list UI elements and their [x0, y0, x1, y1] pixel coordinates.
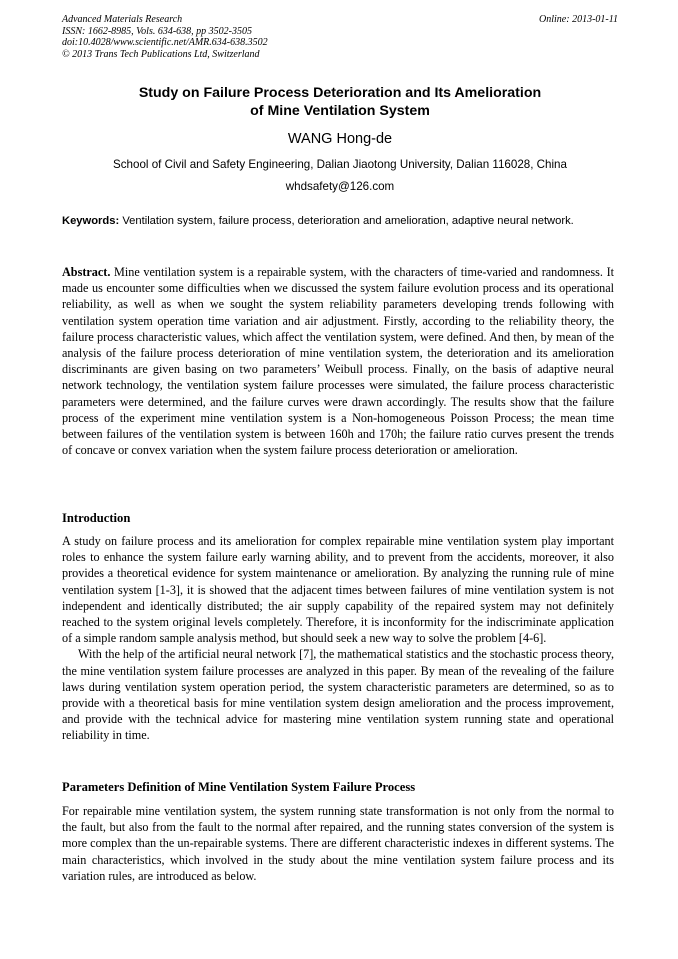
- introduction-heading: Introduction: [62, 511, 131, 525]
- author-affiliation: School of Civil and Safety Engineering, Dalian Jiaotong University, Dalian 116028, China: [113, 158, 567, 171]
- abstract-block: [62, 264, 614, 458]
- author-email: whdsafety@126.com: [285, 180, 395, 193]
- introduction-paragraph-1: A study on failure process and its amelioration for complex repairable mine ventilation system play important roles to enhance the system failure early warning ability, and to prevent from the accidents, moreover, it also provides a theoretical evidence for system maintenance or amelioration. By analyzing the running rule of mine ventilation system [1-3], it is showed that the adjacent times between failures of mine ventilation system is not independent and identically distributed; the air supply capability of the repaired system may not definitely reached to the system original levels completely. Therefore, it is inconformity for the indiscriminate application of a simple random sample analysis method, but should seek a new way to solve the problem [4-6].: [62, 534, 614, 646]
- abstract-label: Abstract.: [62, 265, 111, 279]
- journal-name: Advanced Materials Research: [62, 14, 183, 25]
- abstract-text: Mine ventilation system is a repairable system, with the characters of time-varied and randomness. It made us encounter some difficulties when we discussed the system failure evolution process and its operational reliability, as well as when we sought the system reliability parameters developing trends following with ventilation system operation time variation and air adjustment. Firstly, according to the reliability theory, the failure process characteristic values, which affect the ventilation system, were defined. And then, by mean of the analysis of the failure process deterioration of mine ventilation system, the deterioration and its amelioration discriminants are given basing on two parameters’ Weibull process. Finally, on the basis of adaptive neural network technology, the ventilation system failure processes were simulated, the failure process characteristic parameters were determined, and the failure curves were drawn accordingly. The results show that the failure process of the experiment mine ventilation system is a Non-homogeneous Poisson Process; the mean time between failures of the ventilation system is between 160h and 170h; the failure ratio curves present the trends of concave or convex variation when the system failure process deterioration or amelioration.: [62, 265, 615, 458]
- journal-header: [62, 14, 618, 60]
- introduction-body: [62, 533, 614, 744]
- keywords-block: [62, 214, 614, 229]
- online-date: Online: 2013-01-11: [539, 14, 618, 25]
- title-line-2: of Mine Ventilation System: [250, 103, 430, 119]
- parameters-body: [62, 803, 614, 884]
- author-name: WANG Hong-de: [287, 131, 393, 147]
- issn-line: ISSN: 1662-8985, Vols. 634-638, pp 3502-3505: [62, 25, 252, 37]
- keywords-label: Keywords:: [62, 215, 120, 227]
- copyright-line: © 2013 Trans Tech Publications Ltd, Switzerland: [62, 48, 260, 60]
- doi-line: doi:10.4028/www.scientific.net/AMR.634-638.3502: [62, 37, 268, 48]
- keywords-text: Ventilation system, failure process, deterioration and amelioration, adaptive neural network.: [122, 215, 574, 227]
- parameters-heading: Parameters Definition of Mine Ventilation System Failure Process: [62, 780, 416, 794]
- paper-title: [62, 84, 618, 120]
- introduction-paragraph-2: With the help of the artificial neural network [7], the mathematical statistics and the stochastic process theory, the mine ventilation system failure processes are analyzed in this paper. By mean of the revealing of the failure laws during ventilation system operation period, the system characteristic parameters are determined, so as to provide with a theoretical basis for mine ventilation system design amelioration and the process improvement, and provide with the technical advice for mastering mine ventilation system running state and operational reliability in time.: [62, 647, 614, 743]
- parameters-paragraph-1: For repairable mine ventilation system, the system running state transformation is not only from the normal to the fault, but also from the fault to the normal after repaired, and the running states conversion of the system is more complex than the un-repairable systems. There are different characteristic indexes in different systems. The main characteristics, which involved in the study about the mine ventilation system failure process and its variation rules, are introduced as below.: [62, 804, 614, 883]
- title-line-1: Study on Failure Process Deterioration and Its Amelioration: [138, 85, 542, 101]
